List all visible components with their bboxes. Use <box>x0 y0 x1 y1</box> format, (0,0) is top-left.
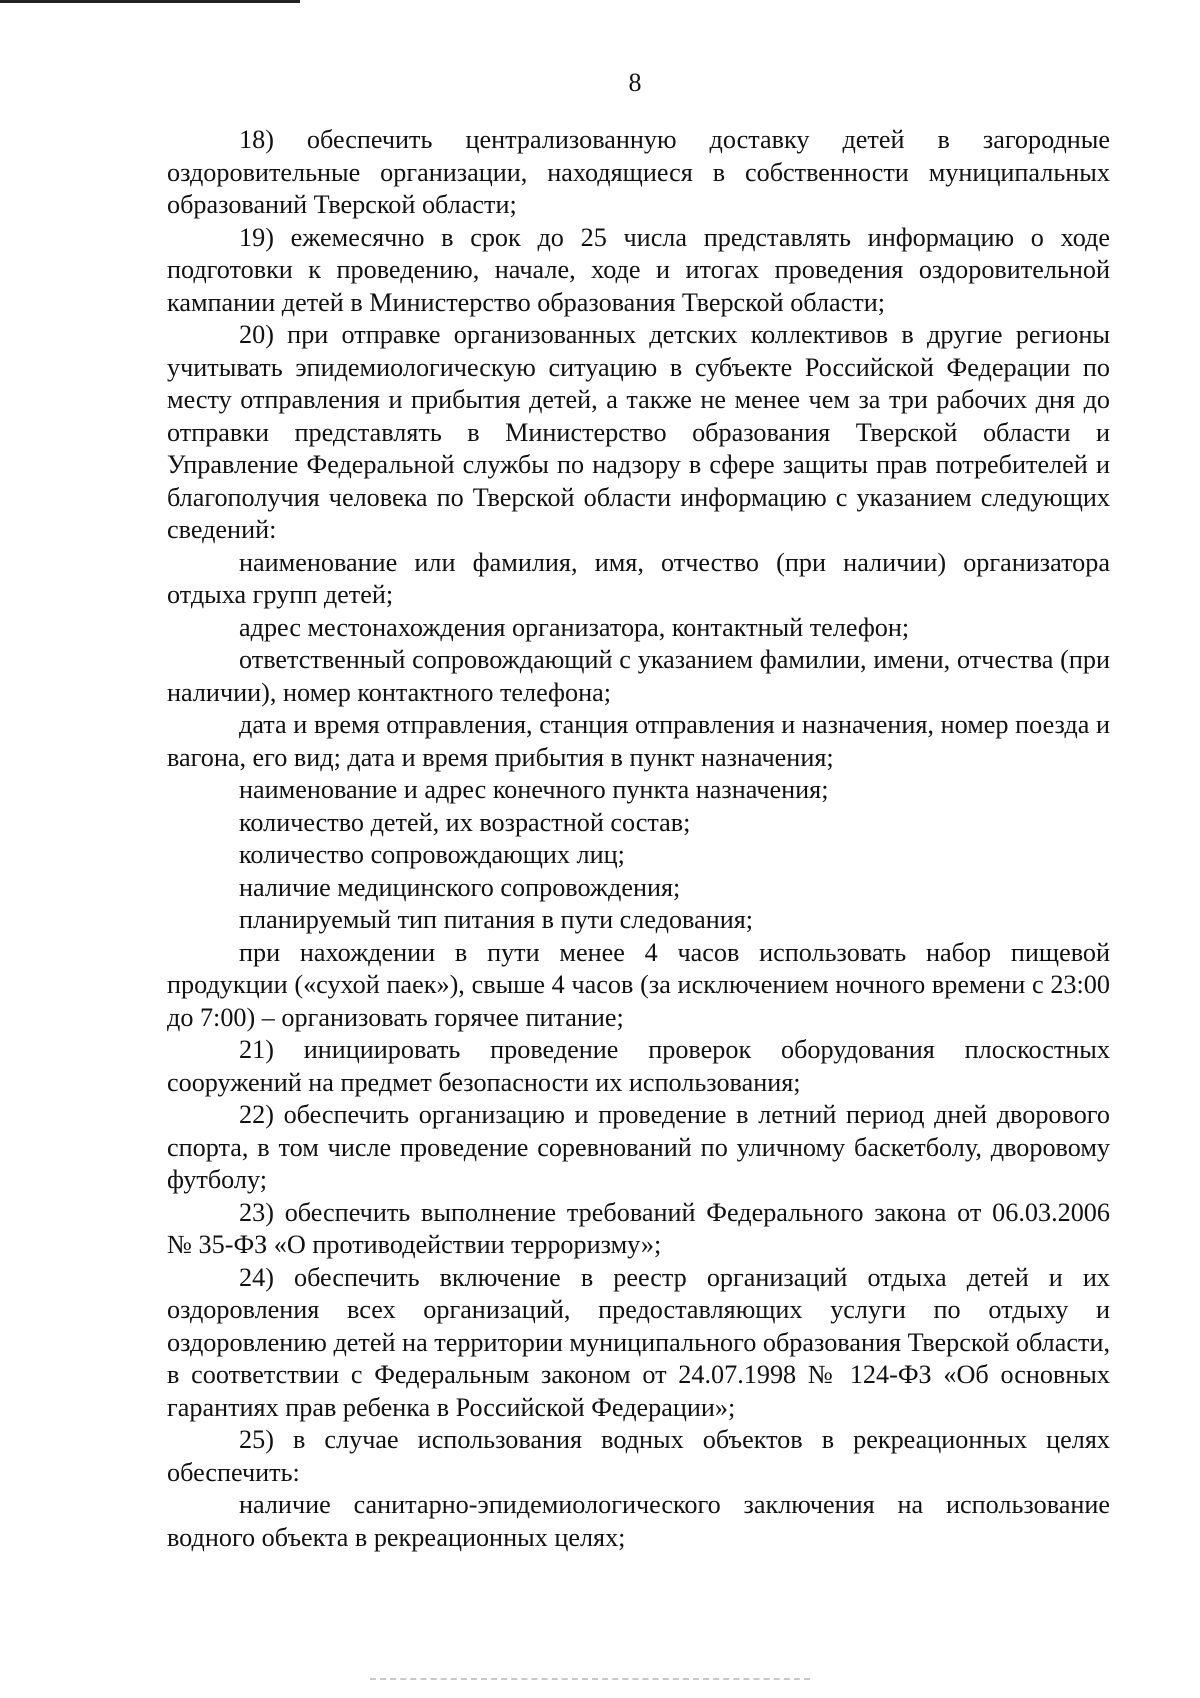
paragraph-20: 20) при отправке организованных детских коллективов в другие регионы учитывать эпидемиологическую ситуацию в субъекте Российской Федерации по месту отправления и прибытия детей, а также не менее чем за три рабочих дня до отправки представлять в Министерство образования Тверской области и Управление Федеральной службы по надзору в сфере защиты прав потребителей и благополучия человека по Тверской области информацию с указанием следующих сведений: <box>167 320 1110 544</box>
paragraph-18: 18) обеспечить централизованную доставку детей в загородные оздоровительные организации, находящиеся в собственности муниципальных образований Тверской области; <box>167 125 1110 219</box>
paragraph-25: 25) в случае использования водных объектов в рекреационных целях обеспечить: <box>167 1425 1110 1487</box>
paragraph-meal-type: планируемый тип питания в пути следования; <box>239 905 754 934</box>
paragraph-21: 21) инициировать проведение проверок оборудования плоскостных сооружений на предмет безопасности их использования; <box>167 1035 1110 1097</box>
paragraph-medical-escort: наличие медицинского сопровождения; <box>239 872 681 902</box>
scan-edge-mark <box>0 0 300 3</box>
scan-artifact-line <box>370 1678 810 1680</box>
paragraph-escort-contact: ответственный сопровождающий с указанием фамилии, имени, отчества (при наличии), номер контактного телефона; <box>167 645 1110 707</box>
paragraph-departure-details: дата и время отправления, станция отправления и назначения, номер поезда и вагона, его вид; дата и время прибытия в пункт назначения; <box>167 710 1110 772</box>
paragraph-organizer-address: адрес местонахождения организатора, контактный телефон; <box>239 612 910 642</box>
paragraph-destination: наименование и адрес конечного пункта назначения; <box>239 775 829 804</box>
paragraph-travel-food: при нахождении в пути менее 4 часов использовать набор пищевой продукции («сухой паек»), свыше 4 часов (за исключением ночного времени с 23:00 до 7:00) – организовать горячее питание; <box>167 937 1110 1032</box>
paragraph-children-count: количество детей, их возрастной состав; <box>239 807 691 837</box>
paragraph-19: 19) ежемесячно в срок до 25 числа представлять информацию о ходе подготовки к проведению, начале, ходе и итогах проведения оздоровительной кампании детей в Министерство образования Тверской области; <box>167 222 1110 317</box>
paragraph-sanitary-conclusion: наличие санитарно-эпидемиологического заключения на использование водного объекта в рекреационных целях; <box>167 1490 1110 1552</box>
page-number: 8 <box>628 68 642 97</box>
paragraph-22: 22) обеспечить организацию и проведение в летний период дней дворового спорта, в том числе проведение соревнований по уличному баскетболу, дворовому футболу; <box>167 1100 1110 1194</box>
document-body <box>167 124 1110 1554</box>
paragraph-escort-count: количество сопровождающих лиц; <box>239 840 625 869</box>
paragraph-23: 23) обеспечить выполнение требований Федерального закона от 06.03.2006 № 35-ФЗ «О противодействии терроризму»; <box>167 1197 1110 1259</box>
paragraph-24: 24) обеспечить включение в реестр организаций отдыха детей и их оздоровления всех организаций, предоставляющих услуги по отдыху и оздоровлению детей на территории муниципального образования Тверской области, в соответствии с Федеральным законом от 24.07.1998 № 124-ФЗ «Об основных гарантиях прав ребенка в Российской Федерации»; <box>167 1262 1110 1422</box>
paragraph-organizer-name: наименование или фамилия, имя, отчество (при наличии) организатора отдыха групп детей; <box>167 547 1110 609</box>
